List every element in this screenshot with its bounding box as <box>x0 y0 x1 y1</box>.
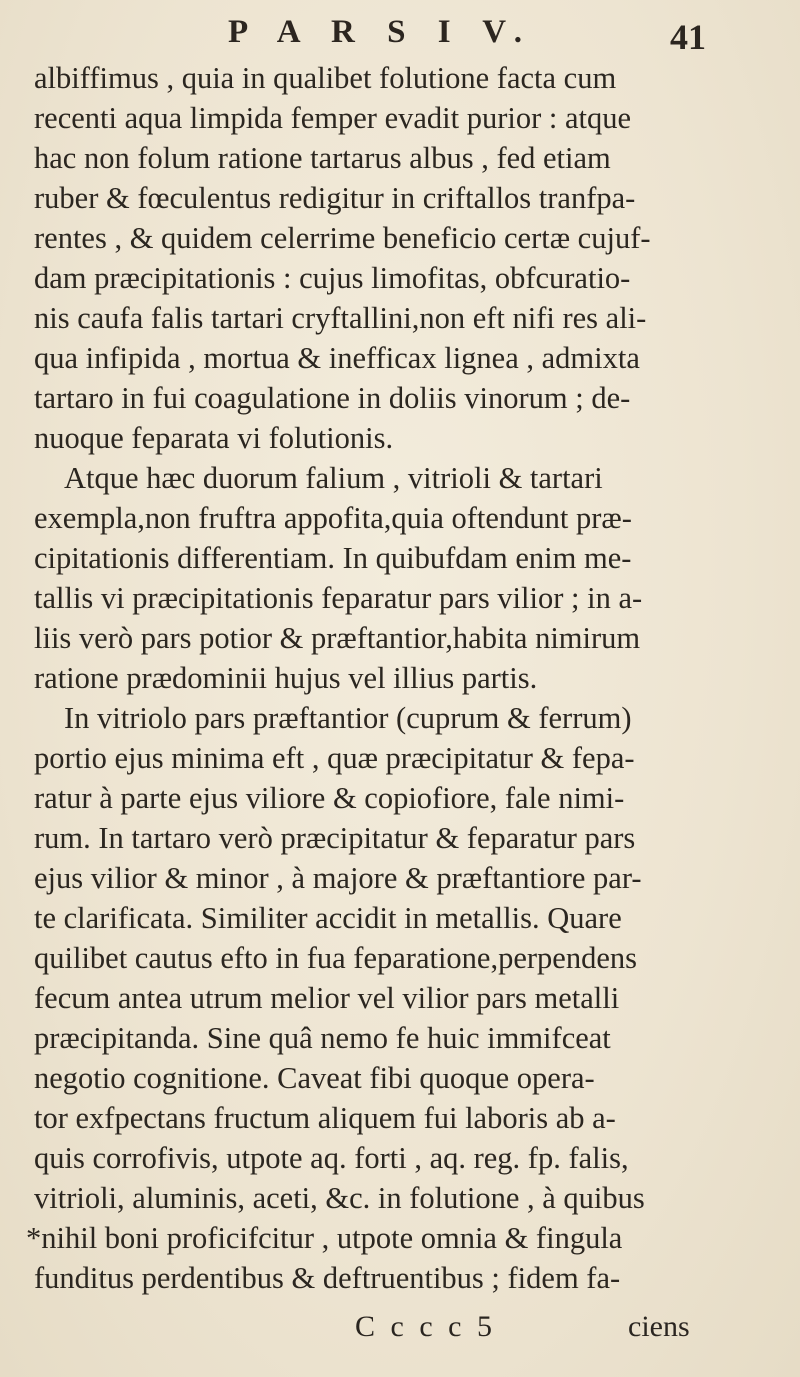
page-footer <box>0 1310 800 1360</box>
paragraph-start-line: Atque hæc duorum falium , vitrioli & tartari <box>64 461 603 495</box>
text-line: funditus perdentibus & deftruentibus ; fidem fa- <box>34 1261 621 1295</box>
text-line: rentes , & quidem celerrime beneficio certæ cujuf- <box>34 221 651 255</box>
text-line: ruber & fœculentus redigitur in criftallos tranfpa- <box>34 181 636 215</box>
page-header <box>0 8 800 58</box>
text-line: exempla,non fruftra appofita,quia oftendunt præ- <box>34 501 632 535</box>
text-line: quilibet cautus efto in fua feparatione,perpendens <box>34 941 637 975</box>
text-line: qua infipida , mortua & inefficax lignea , admixta <box>34 341 640 375</box>
text-line: liis verò pars potior & præftantior,habita nimirum <box>34 621 641 655</box>
text-line: ratur à parte ejus viliore & copiofiore, fale nimi- <box>34 781 625 815</box>
text-line: fecum antea utrum melior vel vilior pars metalli <box>34 981 620 1015</box>
text-line: nis caufa falis tartari cryftallini,non eft nifi res ali- <box>34 301 647 335</box>
text-line: tartaro in fui coagulatione in doliis vinorum ; de- <box>34 381 631 415</box>
text-line: vitrioli, aluminis, aceti, &c. in folutione , à quibus <box>34 1181 645 1215</box>
text-line: rum. In tartaro verò præcipitatur & feparatur pars <box>34 821 636 855</box>
text-line: recenti aqua limpida femper evadit purior : atque <box>34 101 632 135</box>
text-line: te clarificata. Similiter accidit in metallis. Quare <box>34 901 622 935</box>
text-line: nuoque feparata vi folutionis. <box>34 421 394 455</box>
text-line: ejus vilior & minor , à majore & præftantiore par- <box>34 861 642 895</box>
text-line: portio ejus minima eft , quæ præcipitatur & fepa- <box>34 741 635 775</box>
text-line: negotio cognitione. Caveat fibi quoque opera- <box>34 1061 595 1095</box>
text-line: dam præcipitationis : cujus limofitas, obfcuratio- <box>34 261 631 295</box>
page-number: 41 <box>670 17 706 57</box>
paragraph-start-line: In vitriolo pars præftantior (cuprum & ferrum) <box>64 701 632 735</box>
catchword: ciens <box>628 1310 690 1343</box>
text-line: albiffimus , quia in qualibet folutione facta cum <box>34 61 617 95</box>
signature-mark: C c c c 5 <box>355 1310 496 1343</box>
running-head: P A R S I V. <box>228 14 535 50</box>
text-line: quis corrofivis, utpote aq. forti , aq. reg. fp. falis, <box>34 1141 629 1175</box>
text-line: hac non folum ratione tartarus albus , fed etiam <box>34 141 611 175</box>
text-line: *nihil boni proficifcitur , utpote omnia & fingula <box>26 1221 623 1255</box>
text-line: tor exfpectans fructum aliquem fui laboris ab a- <box>34 1101 616 1135</box>
text-line: tallis vi præcipitationis feparatur pars vilior ; in a- <box>34 581 643 615</box>
text-line: cipitationis differentiam. In quibufdam enim me- <box>34 541 632 575</box>
text-line: præcipitanda. Sine quâ nemo fe huic immifceat <box>34 1021 611 1055</box>
text-line: ratione prædominii hujus vel illius partis. <box>34 661 538 695</box>
